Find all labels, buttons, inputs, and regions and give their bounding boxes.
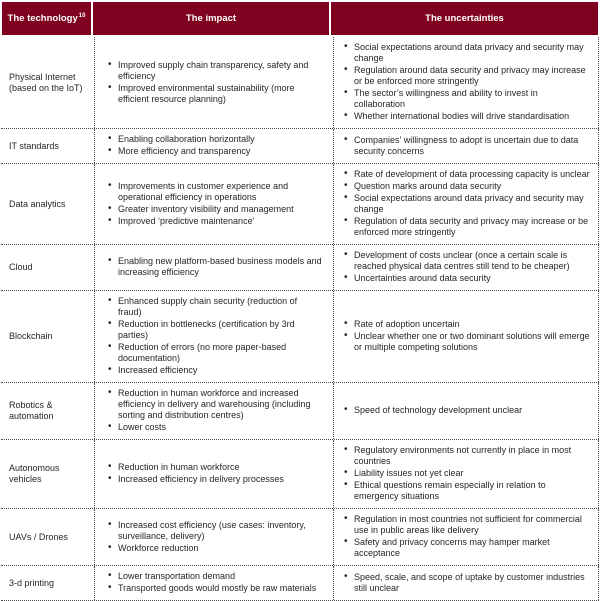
table-row xyxy=(1,37,599,129)
bullet-item: • Social expectations around data privacy and security may change xyxy=(343,193,590,215)
uncertainties-cell xyxy=(333,291,599,382)
impact-list xyxy=(107,60,323,106)
bullet-item: • Lower costs xyxy=(107,422,323,433)
uncertainties-cell xyxy=(333,245,599,290)
bullet-item: • Lower transportation demand xyxy=(107,571,316,582)
bullet-item: • Liability issues not yet clear xyxy=(343,468,590,479)
bullet-item: • Speed of technology development unclear xyxy=(343,405,522,416)
bullet-item: • Rate of development of data processing capacity is unclear xyxy=(343,169,590,180)
bullet-item: • Enabling collaboration horizontally xyxy=(107,134,255,145)
technology-label: Robotics & automation xyxy=(9,400,54,421)
uncertainties-list xyxy=(343,445,590,503)
technology-cell xyxy=(1,245,94,290)
footnote-marker: 10 xyxy=(78,12,86,19)
impact-list xyxy=(107,181,323,228)
impact-list xyxy=(107,388,323,434)
bullet-item: • Increased efficiency in delivery processes xyxy=(107,474,284,485)
impact-list xyxy=(107,571,316,595)
impact-list xyxy=(107,256,323,279)
header-technology-label: The technology$^{10}$ xyxy=(7,12,86,24)
bullet-item: • Regulatory environments not currently in place in most countries xyxy=(343,445,590,467)
uncertainties-cell xyxy=(333,566,599,600)
impact-list xyxy=(107,134,255,158)
table-body xyxy=(1,37,599,601)
bullet-item: • Enabling new platform-based business models and increasing efficiency xyxy=(107,256,323,278)
technology-cell xyxy=(1,383,94,439)
bullet-item: • The sector’s willingness and ability to invest in collaboration xyxy=(343,88,590,110)
uncertainties-cell xyxy=(333,440,599,508)
technology-cell xyxy=(1,509,94,565)
bullet-item: • More efficiency and transparency xyxy=(107,146,255,157)
technology-label: IT standards xyxy=(9,140,59,151)
bullet-item: • Increased cost efficiency (use cases: inventory, surveillance, delivery) xyxy=(107,520,323,542)
bullet-item: • Improved environmental sustainability (more efficient resource planning) xyxy=(107,83,323,105)
impact-cell xyxy=(94,440,333,508)
bullet-item: • Reduction of errors (no more paper-based documentation) xyxy=(107,342,323,364)
bullet-item: • Transported goods would mostly be raw materials xyxy=(107,583,316,594)
table-row xyxy=(1,383,599,440)
header-technology xyxy=(2,2,91,35)
technology-cell xyxy=(1,566,94,600)
impact-cell xyxy=(94,37,333,128)
uncertainties-cell xyxy=(333,37,599,128)
technology-cell xyxy=(1,37,94,128)
uncertainties-cell xyxy=(333,164,599,244)
bullet-item: • Reduction in bottlenecks (certification by 3rd parties) xyxy=(107,319,323,341)
uncertainties-list xyxy=(343,319,590,354)
technology-label: Physical Internet (based on the IoT) xyxy=(9,71,83,93)
bullet-item: • Greater inventory visibility and management xyxy=(107,204,323,215)
table-row xyxy=(1,566,599,601)
header-impact-label: The impact xyxy=(185,13,237,24)
table-row xyxy=(1,440,599,509)
impact-cell xyxy=(94,245,333,290)
uncertainties-list xyxy=(343,405,522,417)
bullet-item: • Enhanced supply chain security (reduction of fraud) xyxy=(107,296,323,318)
table-row xyxy=(1,129,599,164)
technology-cell xyxy=(1,164,94,244)
bullet-item: • Uncertainties around data security xyxy=(343,273,590,284)
header-impact xyxy=(93,2,329,35)
uncertainties-cell xyxy=(333,129,599,163)
bullet-item: • Reduction in human workforce and increased efficiency in delivery and warehousing (including sorting and distribution centres) xyxy=(107,388,323,421)
impact-cell xyxy=(94,291,333,382)
technology-label: UAVs / Drones xyxy=(9,531,68,542)
impact-cell xyxy=(94,129,333,163)
bullet-item: • Development of costs unclear (once a certain scale is reached physical data centres still tend to be cheaper) xyxy=(343,250,590,272)
bullet-item: • Improved ‘predictive maintenance’ xyxy=(107,216,323,227)
table-header-row xyxy=(2,2,598,35)
uncertainties-list xyxy=(343,572,590,595)
bullet-item: • Improvements in customer experience and operational efficiency in operations xyxy=(107,181,323,203)
technology-label: 3-d printing xyxy=(9,577,55,588)
bullet-item: • Regulation around data security and privacy may increase or be enforced more stringently xyxy=(343,65,590,87)
technology-label: Autonomous vehicles xyxy=(9,463,60,484)
bullet-item: • Increased efficiency xyxy=(107,365,323,376)
bullet-item: • Improved supply chain transparency, safety and efficiency xyxy=(107,60,323,82)
technology-label: Data analytics xyxy=(9,198,66,209)
bullet-item: • Reduction in human workforce xyxy=(107,462,284,473)
bullet-item: • Regulation in most countries not sufficient for commercial use in public areas like delivery xyxy=(343,514,590,536)
uncertainties-list xyxy=(343,169,590,239)
uncertainties-list xyxy=(343,135,590,158)
impact-list xyxy=(107,520,323,555)
table-row xyxy=(1,245,599,291)
technology-label: Blockchain xyxy=(9,331,53,341)
bullet-item: • Speed, scale, and scope of uptake by customer industries still unclear xyxy=(343,572,590,594)
bullet-item: • Companies’ willingness to adopt is uncertain due to data security concerns xyxy=(343,135,590,157)
bullet-item: • Whether international bodies will drive standardisation xyxy=(343,111,590,122)
uncertainties-cell xyxy=(333,383,599,439)
uncertainties-cell xyxy=(333,509,599,565)
bullet-item: • Workforce reduction xyxy=(107,543,323,554)
impact-cell xyxy=(94,566,333,600)
bullet-item: • Question marks around data security xyxy=(343,181,590,192)
technology-cell xyxy=(1,291,94,382)
uncertainties-list xyxy=(343,514,590,560)
impact-list xyxy=(107,296,323,377)
bullet-item: • Regulation of data security and privacy may increase or be enforced more stringently xyxy=(343,216,590,238)
table-row xyxy=(1,291,599,383)
uncertainties-list xyxy=(343,42,590,123)
table-row xyxy=(1,164,599,245)
bullet-item: • Rate of adoption uncertain xyxy=(343,319,590,330)
technology-cell xyxy=(1,129,94,163)
impact-cell xyxy=(94,509,333,565)
bullet-item: • Social expectations around data privacy and security may change xyxy=(343,42,590,64)
uncertainties-list xyxy=(343,250,590,285)
technology-cell xyxy=(1,440,94,508)
impact-cell xyxy=(94,164,333,244)
impact-cell xyxy=(94,383,333,439)
impact-list xyxy=(107,462,284,486)
table-row xyxy=(1,509,599,566)
bullet-item: • Unclear whether one or two dominant solutions will emerge or multiple competing solutions xyxy=(343,331,590,353)
bullet-item: • Safety and privacy concerns may hamper market acceptance xyxy=(343,537,590,559)
header-uncertainties xyxy=(331,2,598,35)
bullet-item: • Ethical questions remain especially in relation to emergency situations xyxy=(343,480,590,502)
header-uncertainties-label: The uncertainties xyxy=(425,13,504,24)
technology-label: Cloud xyxy=(9,262,33,272)
